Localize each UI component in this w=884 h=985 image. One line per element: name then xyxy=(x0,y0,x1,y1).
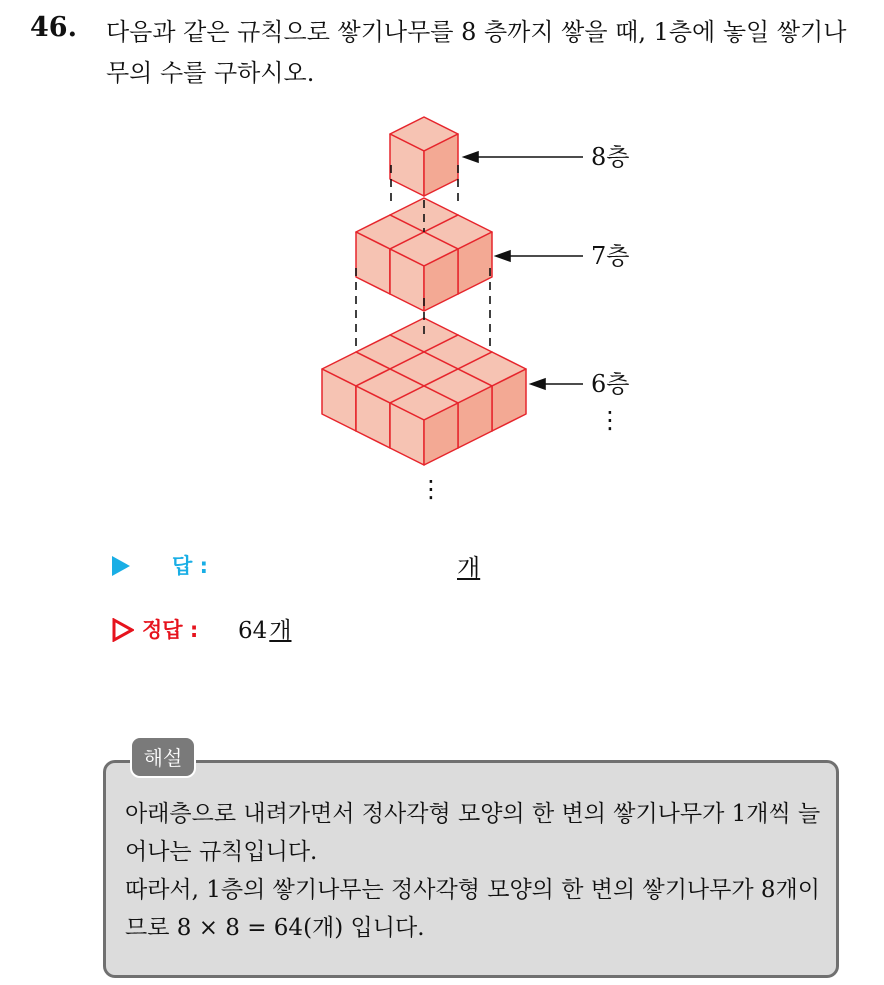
label-floor-6: 6층 xyxy=(591,370,630,398)
cube-group xyxy=(322,117,526,465)
answer-row xyxy=(112,552,512,582)
question-text: 다음과 같은 규칙으로 쌓기나무를 8 층까지 쌓을 때, 1층에 놓일 쌓기나무의 수를 구하시오. xyxy=(106,18,847,87)
question-number: 46. xyxy=(30,12,77,43)
outline-triangle-icon xyxy=(112,618,134,642)
continuation-dots-bottom: ⋮ xyxy=(419,475,443,503)
explanation-line-1: 아래층으로 내려가면서 정사각형 모양의 한 변의 쌓기나무가 1개씩 늘어나는 규칙입니다. xyxy=(125,801,821,865)
answer-unit: 개 xyxy=(457,554,481,582)
label-floor-8: 8층 xyxy=(591,143,630,171)
stacked-cubes-figure xyxy=(300,100,680,510)
answer-label: 답 : xyxy=(172,554,208,578)
explanation-line-2: 따라서, 1층의 쌓기나무는 정사각형 모양의 한 변의 쌓기나무가 8개이므로 8 × 8 = 64(개) 입니다. xyxy=(125,877,820,941)
filled-triangle-icon xyxy=(112,556,130,576)
explanation-text xyxy=(125,795,825,947)
correct-answer-unit: 개 xyxy=(269,618,292,644)
explanation-tag: 해설 xyxy=(130,736,196,778)
correct-answer xyxy=(238,612,292,645)
label-floor-7: 7층 xyxy=(591,242,630,270)
cube-diagram xyxy=(300,100,680,510)
correct-answer-value: 64 xyxy=(238,618,268,644)
correct-answer-row xyxy=(112,615,512,645)
continuation-dots-right: ⋮ xyxy=(598,406,622,434)
correct-answer-label: 정답 : xyxy=(142,618,199,642)
